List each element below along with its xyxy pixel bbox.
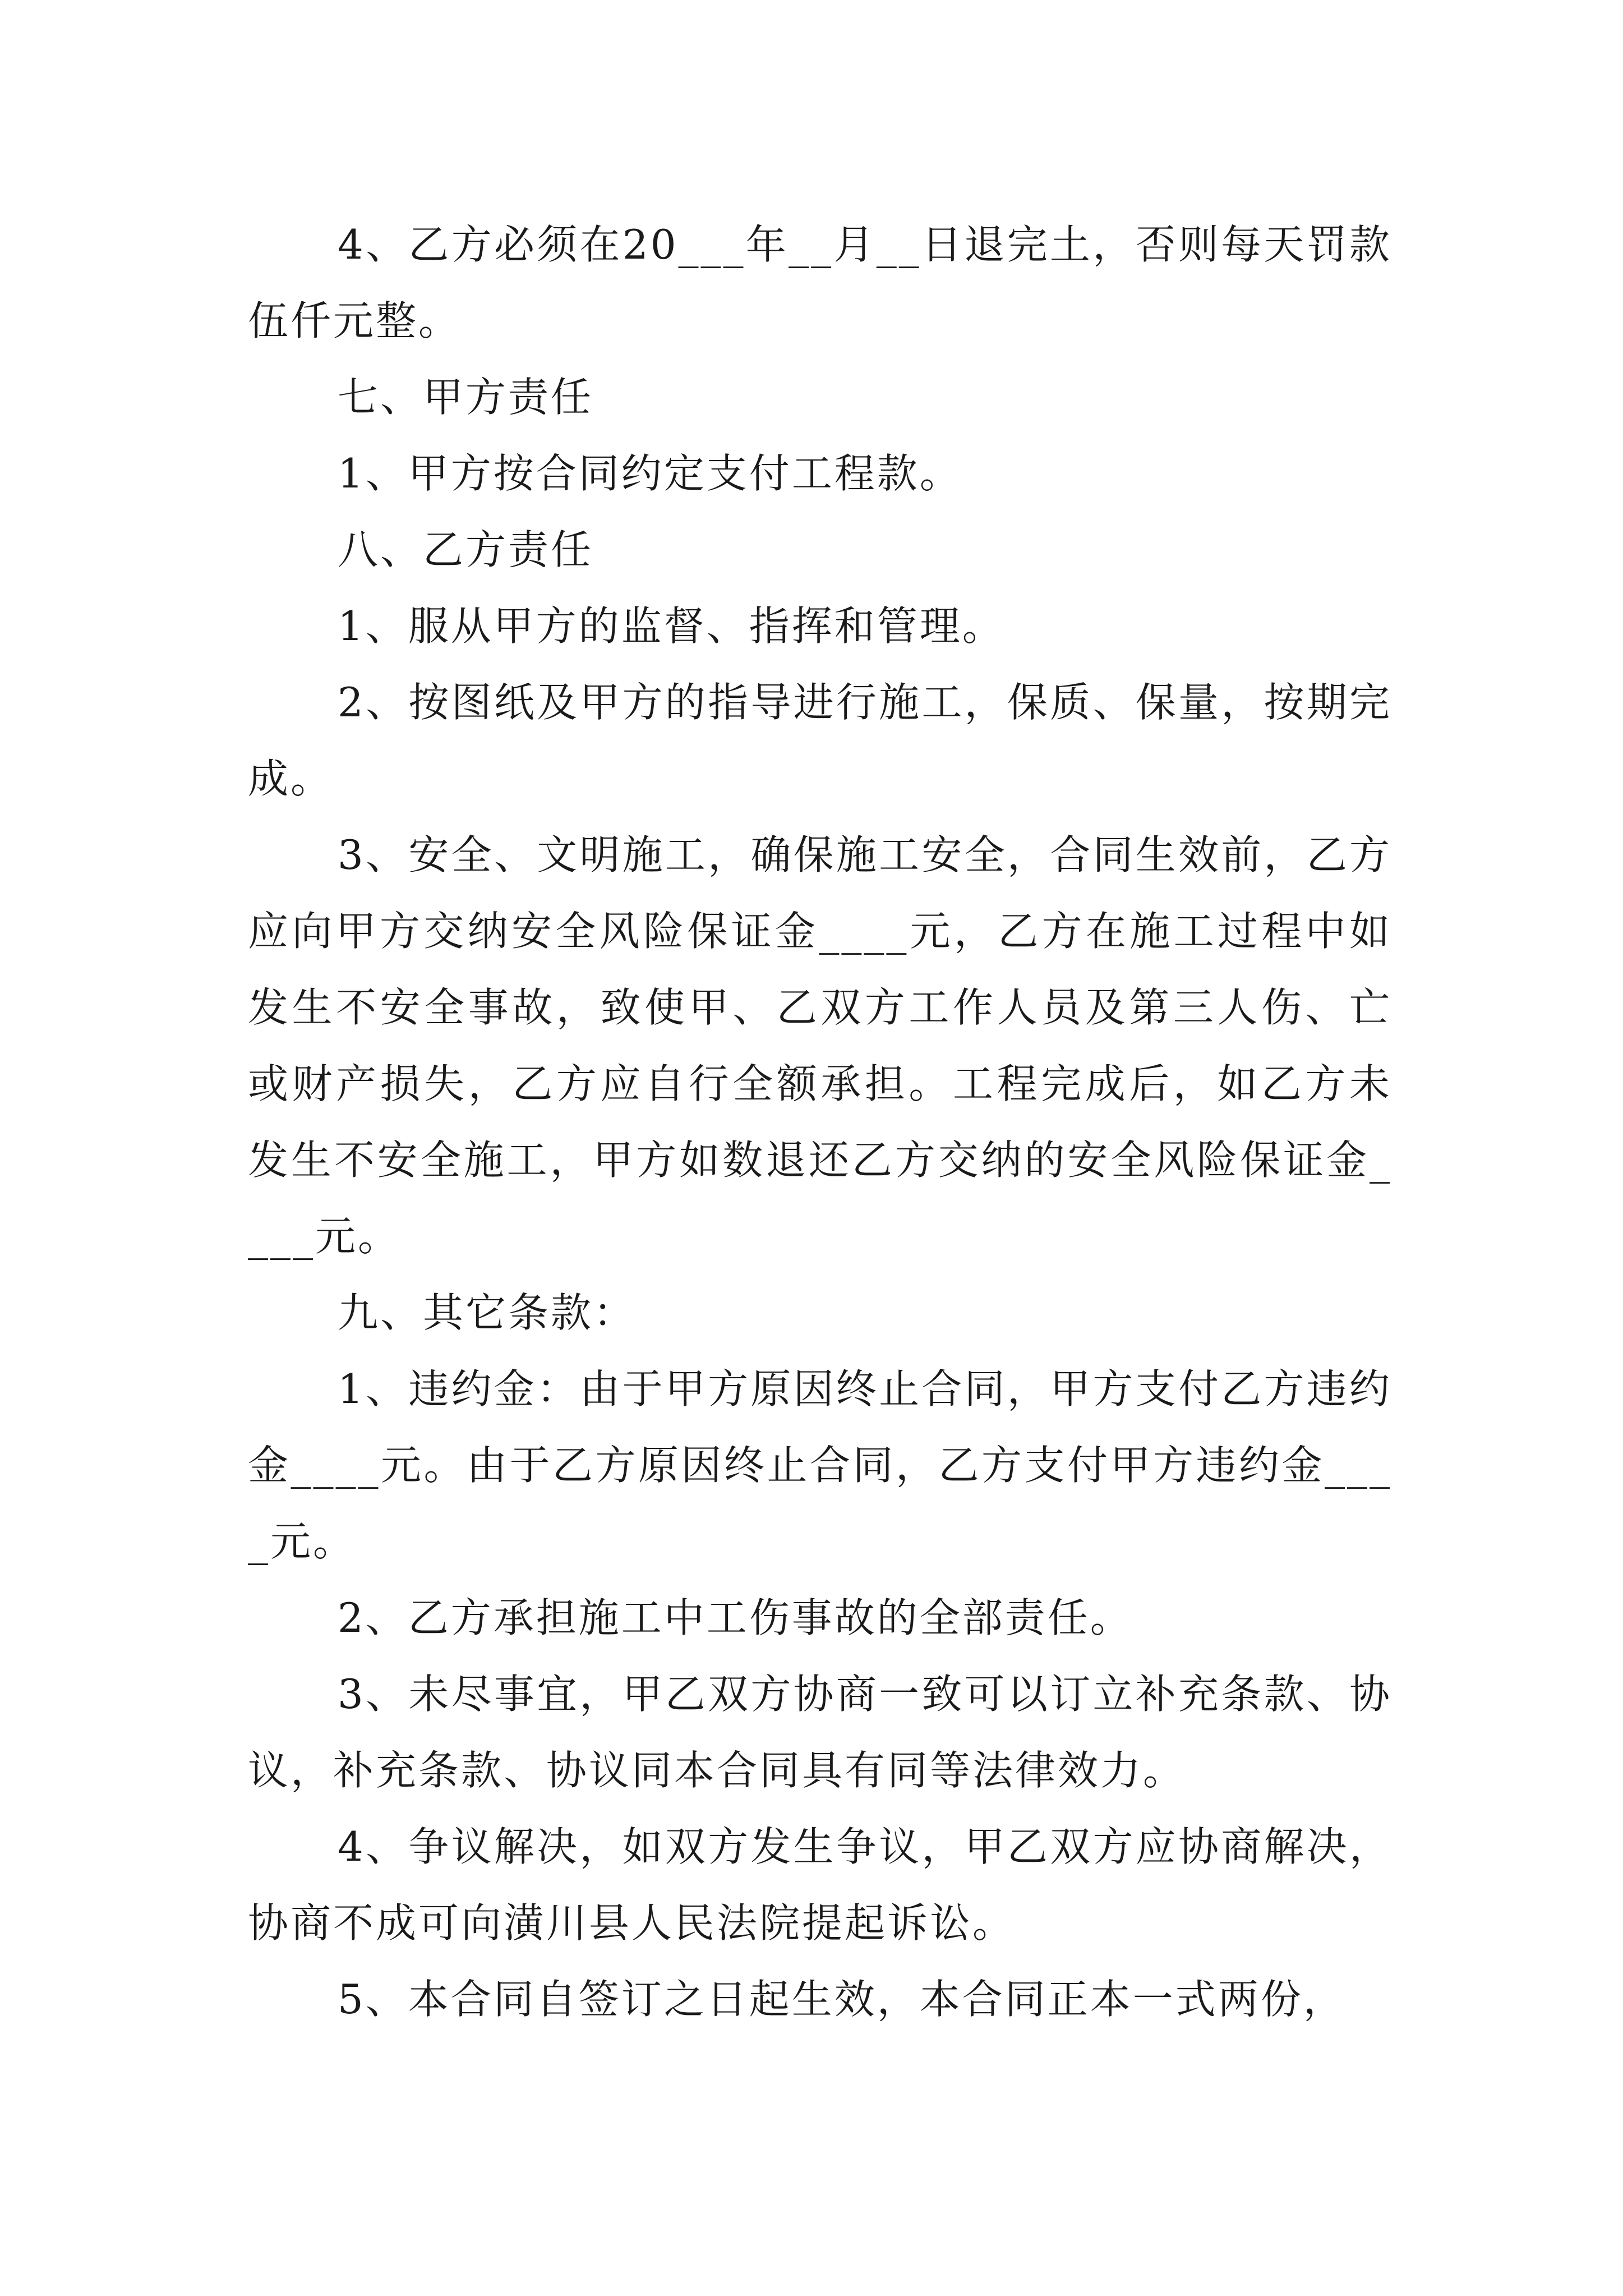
clause-7-1-payment: 1、甲方按合同约定支付工程款。 <box>338 450 962 497</box>
section-9-heading: 九、其它条款： <box>338 1289 637 1336</box>
section-7-heading: 七、甲方责任 <box>338 374 594 421</box>
clause-4-soil-removal-deadline: 4、乙方必须在20___年__月__日退完土，否则每天罚款伍仟元整。 <box>248 221 1392 344</box>
section-8-heading: 八、乙方责任 <box>338 526 594 573</box>
clause-8-2-construction: 2、按图纸及甲方的指导进行施工，保质、保量，按期完成。 <box>248 679 1392 802</box>
clause-8-1-supervision: 1、服从甲方的监督、指挥和管理。 <box>338 602 1005 650</box>
clause-8-3-safety: 3、安全、文明施工，确保施工安全，合同生效前，乙方应向甲方交纳安全风险保证金____元，乙方在施工过程中如发生不安全事故，致使甲、乙双方工作人员及第三人伤、亡或财产损失，乙方应自行全额承担。工程完成后，如乙方未发生不安全施工，甲方如数退还乙方交纳的安全风险保证金____元。 <box>248 831 1392 1260</box>
clause-9-2-injury-liability: 2、乙方承担施工中工伤事故的全部责任。 <box>338 1594 1133 1641</box>
clause-9-3-supplements: 3、未尽事宜，甲乙双方协商一致可以订立补充条款、协议，补充条款、协议同本合同具有同等法律效力。 <box>248 1671 1392 1794</box>
document-body <box>248 206 1392 2037</box>
clause-9-4-dispute: 4、争议解决，如双方发生争议，甲乙双方应协商解决，协商不成可向潢川县人民法院提起诉讼。 <box>248 1823 1392 1947</box>
clause-9-1-penalty: 1、违约金：由于甲方原因终止合同，甲方支付乙方违约金____元。由于乙方原因终止合同，乙方支付甲方违约金____元。 <box>248 1365 1392 1565</box>
clause-9-5-effective: 5、本合同自签订之日起生效，本合同正本一式两份， <box>338 1976 1346 2023</box>
